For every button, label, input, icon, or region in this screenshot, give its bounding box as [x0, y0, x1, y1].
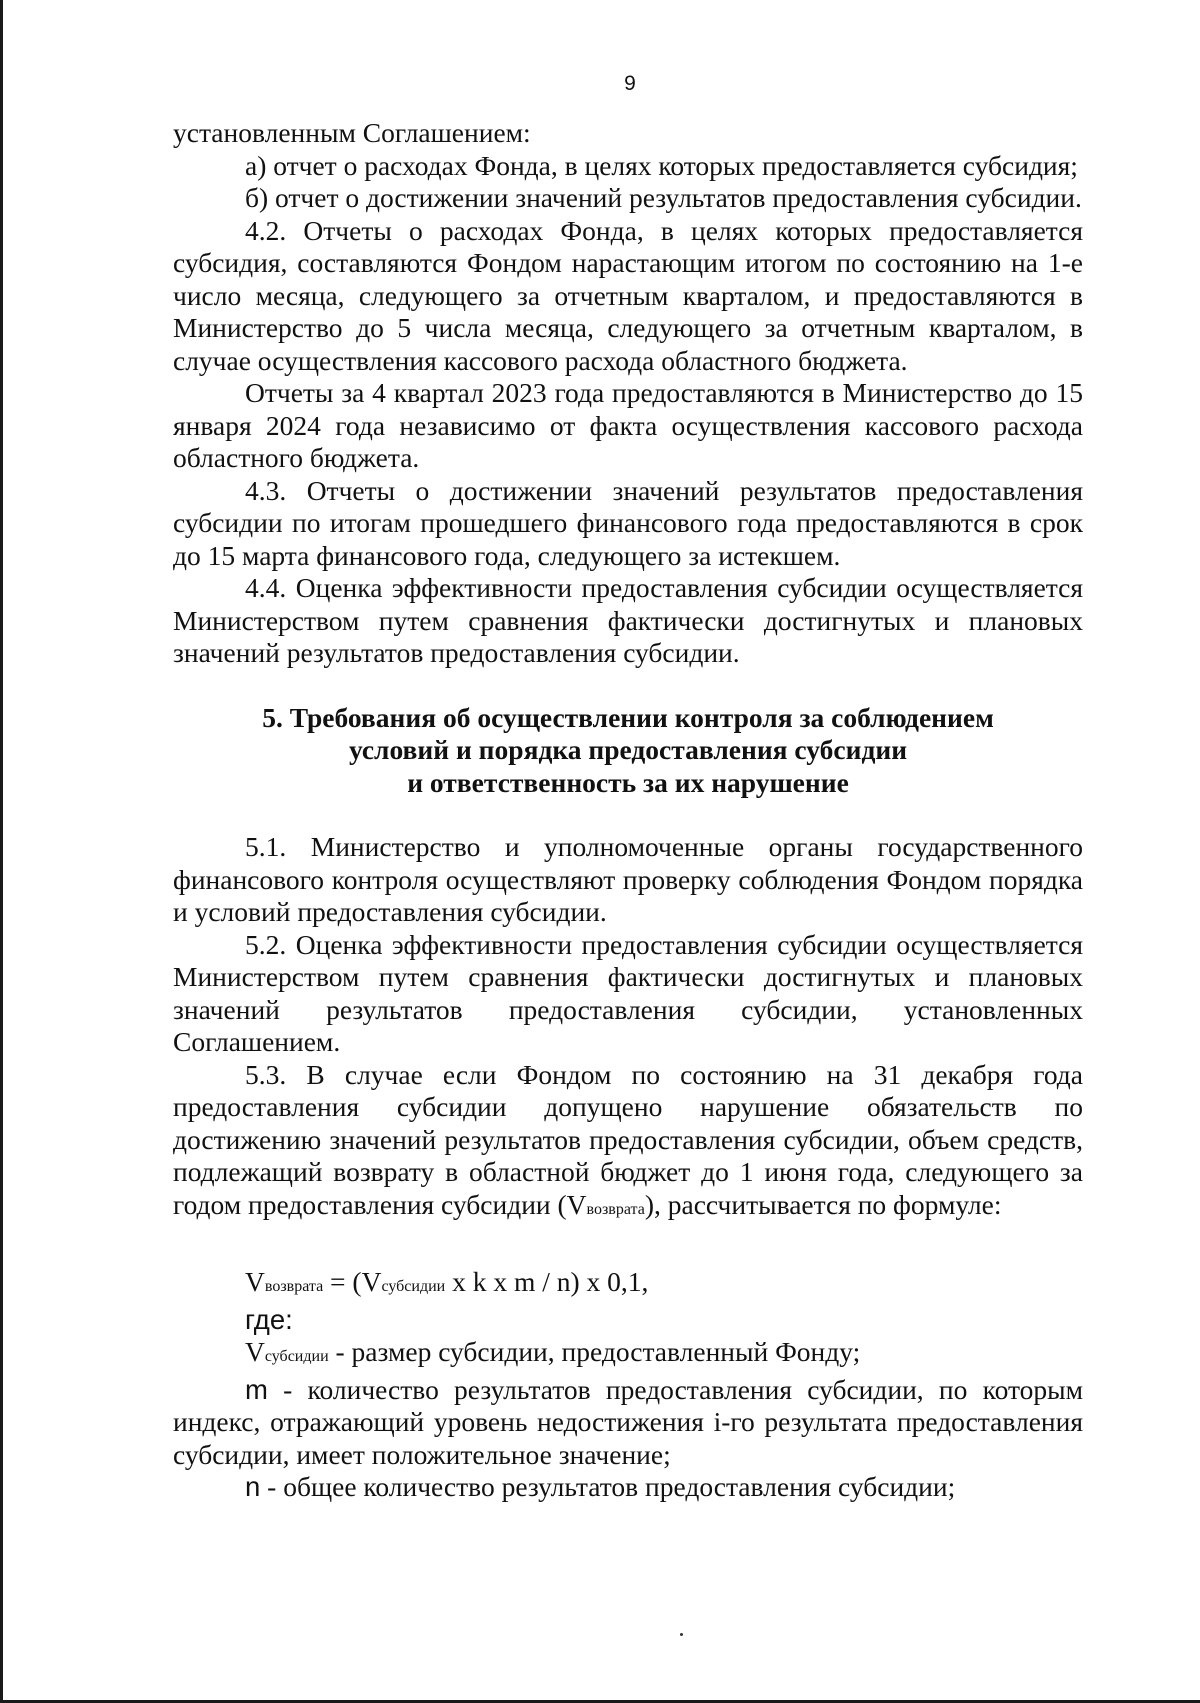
definition-n-text: - общее количество результатов предоставления субсидии;: [260, 1471, 956, 1502]
paragraph-4-2: 4.2. Отчеты о расходах Фонда, в целях которых предоставляется субсидия, составляются Фондом нарастающим итогом по состоянию на 1-е число месяца, следующего за отчетным кварталом, и предоставляются в Министерство до 5 числа месяца, следующего за отчетным кварталом, в случае осуществления кассового расхода областного бюджета.: [173, 214, 1083, 376]
definition-v-subscript: субсидии: [264, 1348, 329, 1365]
page-number: 9: [624, 72, 636, 95]
section-5-heading-line-3: и ответственность за их нарушение: [407, 766, 849, 798]
formula-lhs-v: V: [245, 1266, 265, 1297]
definition-v-var: V: [245, 1336, 265, 1367]
document-body: [173, 117, 1083, 1504]
formula-lhs-subscript: возврата: [264, 1278, 324, 1295]
definition-n: [173, 1471, 1083, 1504]
paragraph-5-3-text: 5.3. В случае если Фондом по состоянию на 31 декабря года предоставления субсидии допущено нарушение обязательств по достижению значений результатов предоставления субсидии, объем средств, подлежащий возврату в областной бюджет до 1 июня года, следующего за годом предоставления субсидии (V: [173, 1058, 1083, 1220]
definition-v-text: - размер субсидии, предоставленный Фонду;: [328, 1336, 861, 1367]
paragraph-4-3: 4.3. Отчеты о достижении значений результатов предоставления субсидии по итогам прошедшего финансового года предоставляются в срок до 15 марта финансового года, следующего за истекшем.: [173, 474, 1083, 571]
paragraph-intro: установленным Соглашением:: [173, 117, 531, 148]
paragraph-5-1: 5.1. Министерство и уполномоченные органы государственного финансового контроля осуществляют проверку соблюдения Фондом порядка и условий предоставления субсидии.: [173, 831, 1083, 927]
paragraph-4-4: 4.4. Оценка эффективности предоставления субсидии осуществляется Министерством путем сравнения фактически достигнутых и плановых значений результатов предоставления субсидии.: [173, 572, 1083, 668]
paragraph-q4-reports: Отчеты за 4 квартал 2023 года предоставляются в Министерство до 15 января 2024 года независимо от факта осуществления кассового расхода областного бюджета.: [173, 377, 1083, 473]
definition-m-text: - количество результатов предоставления субсидии, по которым индекс, отражающий уровень недостижения i-го результата предоставления субсидии, имеет положительное значение;: [173, 1373, 1083, 1470]
paragraph-5-3-subscript: возврата: [586, 1200, 645, 1218]
definition-m-var: m: [245, 1373, 268, 1405]
formula-rhs-rest: x k x m / n) x 0,1,: [445, 1266, 649, 1297]
paragraph-5-3-tail: ), рассчитывается по формуле:: [644, 1188, 1002, 1220]
definition-n-var: n: [245, 1471, 261, 1502]
definition-m: [173, 1374, 1083, 1472]
scan-speck: [680, 1633, 683, 1636]
paragraph-5-3: [173, 1059, 1083, 1227]
definition-v-subsidy: [173, 1336, 1083, 1374]
formula-subsidy-subscript: субсидии: [381, 1278, 446, 1295]
formula-where: где:: [245, 1303, 293, 1335]
formula-block: [173, 1266, 1083, 1504]
paragraph-item-a: а) отчет о расходах Фонда, в целях которых предоставляется субсидия;: [245, 149, 1078, 181]
scan-edge-left: [0, 0, 3, 1703]
section-5-heading: [173, 702, 1083, 800]
formula-eq-open: = (V: [323, 1266, 382, 1297]
section-5-heading-line-1: 5. Требования об осуществлении контроля за соблюдением: [262, 701, 994, 733]
paragraph-5-2: 5.2. Оценка эффективности предоставления субсидии осуществляется Министерством путем сравнения фактически достигнутых и плановых значений результатов предоставления субсидии, установленных Соглашением.: [173, 928, 1083, 1057]
formula-line: [173, 1266, 1083, 1304]
section-5-heading-line-2: условий и порядка предоставления субсидии: [348, 734, 908, 765]
paragraph-item-b: б) отчет о достижении значений результатов предоставления субсидии.: [245, 182, 1082, 213]
